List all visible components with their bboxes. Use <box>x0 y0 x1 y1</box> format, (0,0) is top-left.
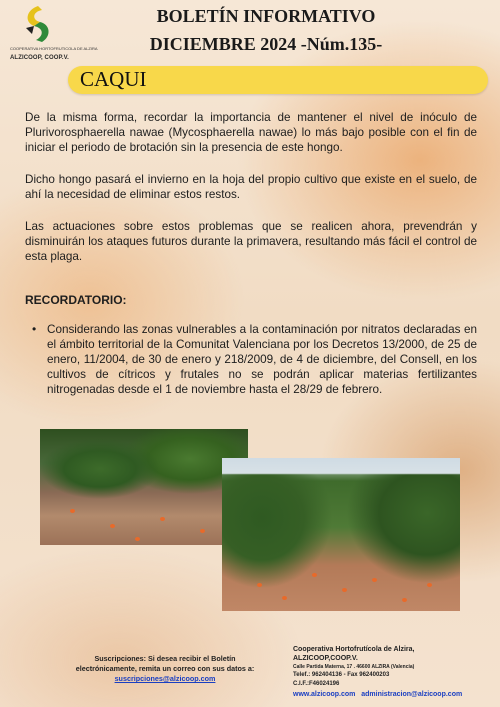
orchard-photo-fallen-leaves <box>40 429 248 545</box>
logo-small-text: COOPERATIVA HORTOFRUTICOLA DE ALZIRA <box>10 46 98 51</box>
coop-cif: C.I.F.:F46024196 <box>293 681 340 687</box>
subscriptions-note <box>70 654 260 684</box>
coop-links <box>293 689 493 700</box>
admin-email-link[interactable]: administracion@alzicoop.com <box>361 691 463 698</box>
coop-short-name: ALZICOOP,COOP.V. <box>293 655 358 662</box>
paragraph-actions: Las actuaciones sobre estos problemas que se realicen ahora, prevendrán y disminuirán los ataques futuros durante la primavera, resultando más fácil el control de esta plaga. <box>25 220 477 263</box>
reminder-bullet: Considerando las zonas vulnerables a la contaminación por nitratos declaradas en el ámbito territorial de la Comunitat Valenciana por los Decretos 13/2000, de 25 de enero, 11/2004, de 30 de enero y 218/2009, de 4 de diciembre, del Consell, en los cultivos de cítricos y frutales no se podrán aplicar materias fertilizantes nitrogenadas desde el 1 de noviembre hasta el 28/29 de febrero. <box>47 323 477 396</box>
orchard-photo-fallen-fruit <box>222 458 460 611</box>
website-link[interactable]: www.alzicoop.com <box>293 691 356 698</box>
coop-name: Cooperativa Hortofrutícola de Alzira, <box>293 646 415 653</box>
subscriptions-text: Suscripciones: Si desea recibir el Boletín electrónicamente, remita un correo con sus datos a: <box>75 654 255 673</box>
subscriptions-email-link[interactable]: suscripciones@alzicoop.com <box>114 674 216 683</box>
section-banner-label: CAQUI <box>80 67 147 91</box>
bulletin-title: BOLETÍN INFORMATIVO <box>156 6 376 26</box>
logo-text: ALZICOOP, COOP.V. <box>10 55 69 61</box>
paragraph-inoculum: De la misma forma, recordar la importancia de mantener el nivel de inóculo de Plurivorosphaerella nawae (Mycosphaerella nawae) lo más bajo posible con el fin de iniciar el periodo de brotación sin la presencia de este hongo. <box>25 111 477 154</box>
cooperative-contact <box>293 645 493 700</box>
section-banner <box>68 66 488 94</box>
bulletin-issue: DICIEMBRE 2024 -Núm.135- <box>149 34 383 54</box>
reminder-heading: RECORDATORIO: <box>25 293 127 307</box>
coop-address: Calle Partida Materna, 17 . 46600 ALZIRA (Valencia) <box>293 664 415 670</box>
coop-phone: Telef.: 962404136 - Fax 962400203 <box>293 672 390 678</box>
paragraph-fungus-winter: Dicho hongo pasará el invierno en la hoja del propio cultivo que existe en el suelo, de ahí la necesidad de eliminar estos restos. <box>25 173 477 201</box>
bullet-dot-icon: • <box>32 322 37 336</box>
